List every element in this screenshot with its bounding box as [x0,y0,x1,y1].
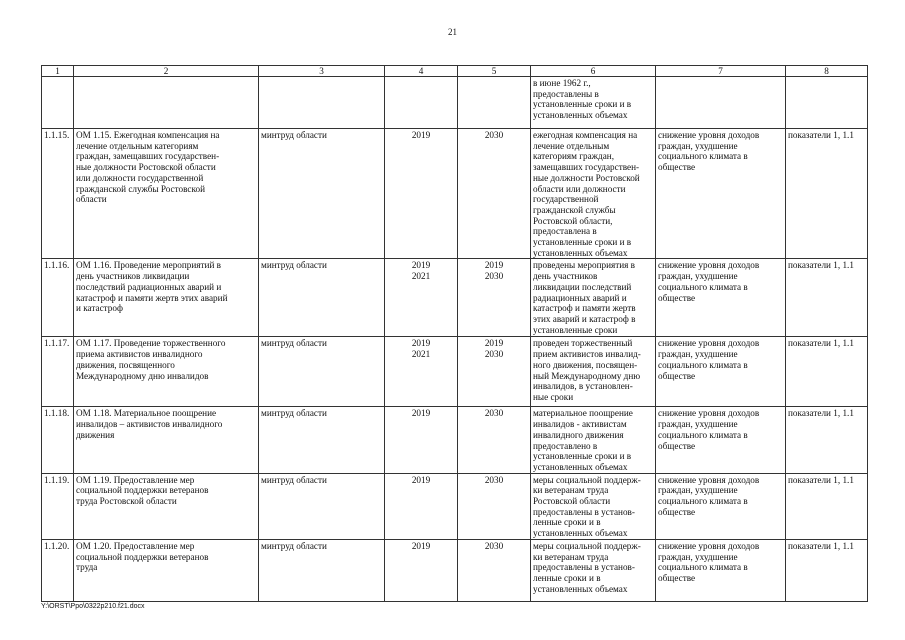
table-row [42,407,868,473]
table-row [42,259,868,337]
row-number-cell: 1.1.18. [42,407,74,473]
executor-cell: минтруд области [259,129,385,259]
table-row [42,129,868,259]
measure-name-cell: ОМ 1.18. Материальное поощрение инвалидов – активистов инвалидного движения [74,407,259,473]
executor-cell: минтруд области [259,407,385,473]
consequence-cell: снижение уровня доходов граждан, ухудшение социального климата в обществе [656,473,786,539]
table-row [42,337,868,407]
expected-result-cell: проведен торжественный прием активистов инвалид- ного движения, посвящен- ный Международному дню инвалидов, в установлен- ные сроки [531,337,656,407]
page-number: 21 [448,27,457,37]
end-year-cell: 2030 [458,473,531,539]
end-year-cell: 2030 [458,129,531,259]
expected-result-cell: меры социальной поддерж- ки ветеранам труда предоставлены в установ- ленные сроки и в установленных объемах [531,539,656,601]
start-year-cell: 2019 [385,473,458,539]
header-cell: 1 [42,66,74,77]
indicators-cell: показатели 1, 1.1 [786,473,868,539]
expected-result-cell: меры социальной поддерж- ки ветеранам труда Ростовской области предоставлены в установ- ленные сроки и в установленных объемах [531,473,656,539]
table-row [42,473,868,539]
measure-name-cell: ОМ 1.16. Проведение мероприятий в день участников ликвидации последствий радиационных аварий и катастроф и памяти жертв этих аварий и катастроф [74,259,259,337]
header-cell: 6 [531,66,656,77]
header-cell: 4 [385,66,458,77]
expected-result-cell: проведены мероприятия в день участников ликвидации последствий радиационных аварий и катастроф и памяти жертв этих аварий и катастроф в установленные сроки [531,259,656,337]
row-number-cell: 1.1.17. [42,337,74,407]
table-row [42,539,868,601]
row-number-cell: 1.1.16. [42,259,74,337]
start-year-cell: 2019 [385,539,458,601]
start-year-cell: 2019 [385,129,458,259]
header-cell: 5 [458,66,531,77]
end-year-cell: 2019 2030 [458,259,531,337]
start-year-cell: 2019 2021 [385,337,458,407]
indicators-cell: показатели 1, 1.1 [786,259,868,337]
measure-name-cell: ОМ 1.20. Предоставление мер социальной поддержки ветеранов труда [74,539,259,601]
header-cell: 7 [656,66,786,77]
end-year-cell: 2030 [458,539,531,601]
measure-name-cell: ОМ 1.15. Ежегодная компенсация на лечение отдельным категориям граждан, замещавших государствен- ные должности Ростовской области или должности государственной гражданской службы Ростовской области [74,129,259,259]
start-year-cell: 2019 [385,407,458,473]
consequence-cell: снижение уровня доходов граждан, ухудшение социального климата в обществе [656,539,786,601]
row-number-cell: 1.1.19. [42,473,74,539]
executor-cell: минтруд области [259,473,385,539]
header-cell: 3 [259,66,385,77]
measure-name-cell: ОМ 1.19. Предоставление мер социальной поддержки ветеранов труда Ростовской области [74,473,259,539]
file-path-footer: Y:\ORST\Ppo\0322p210.f21.docx [41,603,145,610]
expected-result-cell: ежегодная компенсация на лечение отдельным категориям граждан, замещавших государствен- ные должности Ростовской области или должности государственной гражданской службы Ростовской области, предоставлена в установленные сроки и в установленных объемах [531,129,656,259]
executor-cell: минтруд области [259,337,385,407]
header-cell: 8 [786,66,868,77]
indicators-cell: показатели 1, 1.1 [786,337,868,407]
indicators-cell: показатели 1, 1.1 [786,539,868,601]
executor-cell: минтруд области [259,539,385,601]
continuation-result-cell: в июне 1962 г., предоставлены в установленные сроки и в установленных объемах [531,77,656,129]
indicators-cell: показатели 1, 1.1 [786,407,868,473]
consequence-cell: снижение уровня доходов граждан, ухудшение социального климата в обществе [656,407,786,473]
expected-result-cell: материальное поощрение инвалидов - активистам инвалидного движения предоставлено в установленные сроки и в установленных объемах [531,407,656,473]
consequence-cell: снижение уровня доходов граждан, ухудшение социального климата в обществе [656,337,786,407]
measure-name-cell: ОМ 1.17. Проведение торжественного приема активистов инвалидного движения, посвященного Международному дню инвалидов [74,337,259,407]
end-year-cell: 2030 [458,407,531,473]
indicators-cell: показатели 1, 1.1 [786,129,868,259]
executor-cell: минтруд области [259,259,385,337]
row-number-cell: 1.1.15. [42,129,74,259]
start-year-cell: 2019 2021 [385,259,458,337]
continuation-row [42,77,868,129]
header-cell: 2 [74,66,259,77]
header-row [42,66,868,77]
consequence-cell: снижение уровня доходов граждан, ухудшение социального климата в обществе [656,129,786,259]
row-number-cell: 1.1.20. [42,539,74,601]
consequence-cell: снижение уровня доходов граждан, ухудшение социального климата в обществе [656,259,786,337]
end-year-cell: 2019 2030 [458,337,531,407]
measures-table [41,65,868,602]
